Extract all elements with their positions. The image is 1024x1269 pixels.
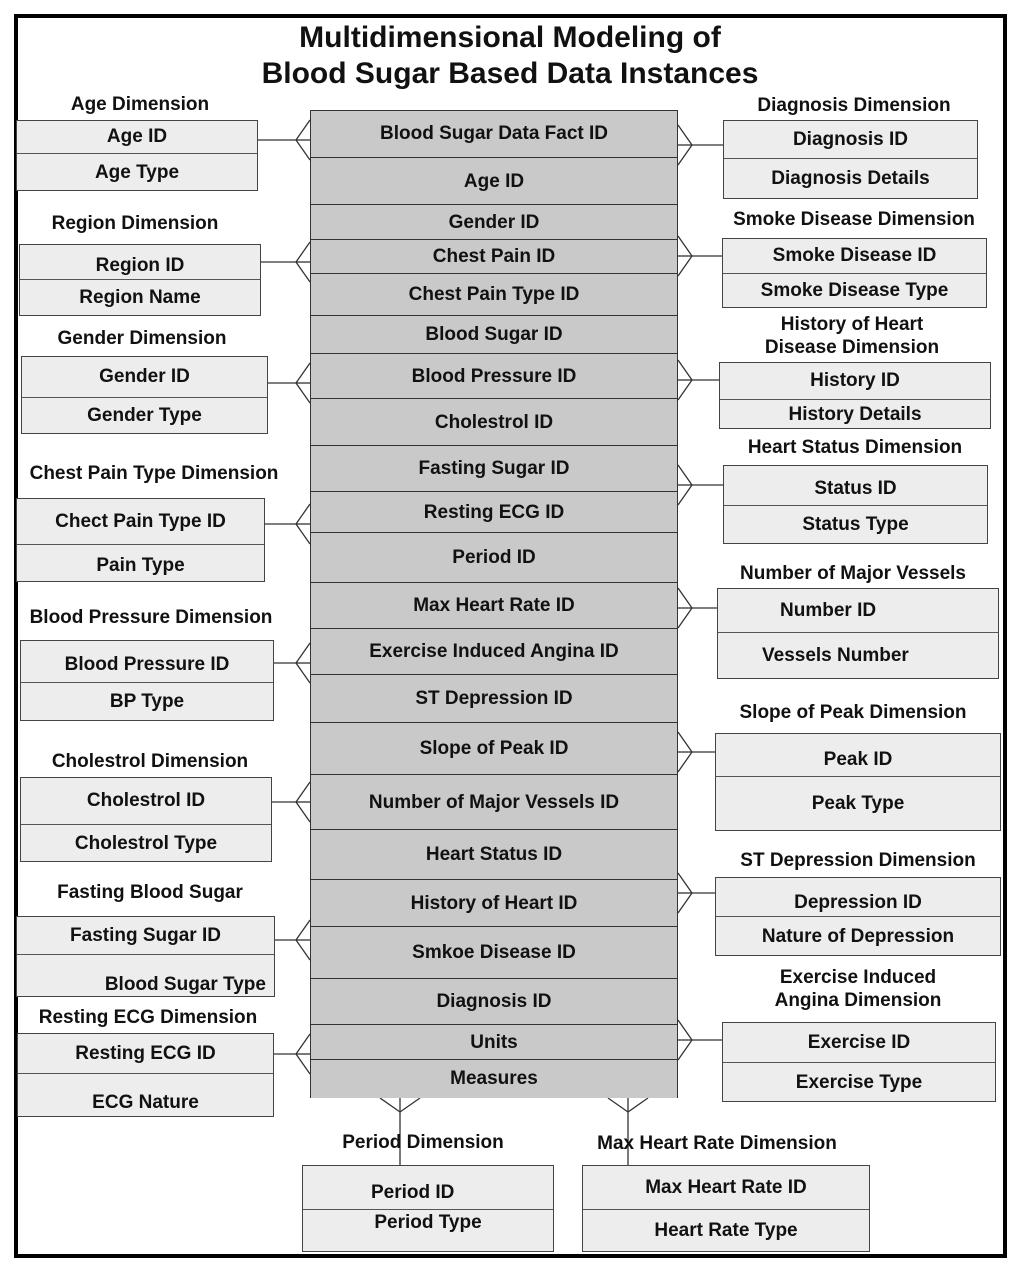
crows-foot-line [678,1020,692,1040]
dimension-row: Status Type [724,505,987,544]
dimension-row: Smoke Disease Type [723,273,986,308]
fact-row: ST Depression ID [311,674,677,723]
dimension-row: Status ID [814,477,897,499]
history-heart-disease-dimension-table [719,362,991,429]
crows-foot-line [678,873,692,893]
fact-row: Blood Sugar ID [311,315,677,354]
dimension-row: Fasting Sugar ID [70,924,221,946]
fact-row: Number of Major Vessels ID [311,774,677,830]
age-dimension-table [16,120,258,191]
history-heart-disease-dimension-label [722,313,982,359]
fact-row: Age ID [311,157,677,205]
resting-ecg-dimension-label: Resting ECG Dimension [38,1007,258,1028]
crows-foot-line [296,140,310,160]
fact-row: Resting ECG ID [311,491,677,533]
period-dimension-label: Period Dimension [342,1132,504,1153]
st-depression-dimension-label: ST Depression Dimension [740,850,976,871]
crows-foot-line [678,256,692,276]
crows-foot-line [296,262,310,282]
max-heart-rate-dimension-table [582,1165,870,1252]
gender-dimension-label: Gender Dimension [57,328,227,349]
crows-foot-line [678,145,692,165]
dimension-row: Diagnosis Details [724,158,977,199]
dimension-row: Max Heart Rate ID [645,1176,807,1198]
blood-pressure-dimension-table [20,640,274,721]
chest-pain-type-dimension-label: Chest Pain Type Dimension [29,463,279,484]
crows-foot-line [296,504,310,524]
dimension-row: Exercise ID [807,1031,911,1053]
dimension-row: Gender Type [22,397,267,434]
diagnosis-dimension-table [723,120,978,199]
dimension-row: Heart Rate Type [583,1209,869,1252]
title-line-1: Multidimensional Modeling of [299,21,721,54]
crows-foot-line [678,465,692,485]
exercise-angina-dimension-table [722,1022,996,1102]
dimension-row: Cholestrol ID [86,790,206,811]
dimension-row: Period Type [303,1209,553,1237]
crows-foot-line [678,236,692,256]
fact-row: Measures [311,1059,677,1098]
crows-foot-line [678,752,692,772]
major-vessels-dimension-label: Number of Major Vessels [740,563,966,584]
smoke-disease-dimension-label: Smoke Disease Dimension [733,209,975,230]
blood-pressure-dimension-label: Blood Pressure Dimension [29,607,273,628]
region-dimension-table [19,244,261,316]
crows-foot-line [678,732,692,752]
dimension-row: Peak Type [716,776,1000,831]
crows-foot-line [678,125,692,145]
crows-foot-line [380,1098,400,1112]
fact-row: Blood Pressure ID [311,353,677,399]
dimension-row: Blood Sugar Type [17,954,274,996]
dimension-row: Region ID [95,255,185,276]
dimension-row: Nature of Depression [716,916,1000,956]
dimension-row: Region Name [20,279,260,316]
title-line-2: Blood Sugar Based Data Instances [261,57,759,90]
dimension-row: Vessels Number [718,632,998,678]
heart-status-dimension-table [723,465,988,544]
major-vessels-dimension-table [717,588,999,679]
dimension-row: Peak ID [823,749,893,770]
crows-foot-line [296,802,310,822]
fact-row: Blood Sugar Data Fact ID [311,111,677,157]
cholestrol-dimension-table [20,777,272,862]
dimension-row: Number ID [780,599,877,621]
crows-foot-line [296,1054,310,1074]
crows-foot-line [296,663,310,683]
dimension-row: History ID [810,370,900,391]
dimension-row: Blood Pressure ID [64,653,230,675]
fact-row: Gender ID [311,204,677,240]
dimension-row: History Details [720,399,990,429]
label-line: Exercise Induced [779,967,937,988]
crows-foot-line [296,363,310,383]
slope-peak-dimension-label: Slope of Peak Dimension [739,702,967,723]
dimension-row: Pain Type [17,544,264,581]
crows-foot-line [608,1098,628,1112]
resting-ecg-dimension-table [17,1033,274,1117]
fact-row: Units [311,1024,677,1060]
crows-foot-line [296,920,310,940]
dimension-row: Depression ID [794,892,922,913]
dimension-row: Age Type [17,153,257,191]
crows-foot-line [678,360,692,380]
crows-foot-line [678,588,692,608]
fact-row: Smkoe Disease ID [311,926,677,979]
crows-foot-line [296,643,310,663]
dimension-row: Smoke Disease ID [772,245,937,266]
fasting-blood-sugar-table [16,916,275,997]
diagnosis-dimension-label: Diagnosis Dimension [757,95,951,116]
dimension-row: BP Type [21,682,273,721]
fact-row: History of Heart ID [311,879,677,927]
fact-row: Max Heart Rate ID [311,582,677,629]
dimension-row: ECG Nature [18,1073,273,1116]
crows-foot-line [296,383,310,403]
crows-foot-line [400,1098,420,1112]
crows-foot-line [296,242,310,262]
crows-foot-line [296,782,310,802]
fact-row: Chest Pain ID [311,239,677,274]
st-depression-dimension-table [715,877,1001,956]
gender-dimension-table [21,356,268,434]
exercise-angina-dimension-label [730,966,986,1012]
label-line: Disease Dimension [764,337,940,358]
period-dimension-table [302,1165,554,1252]
slope-peak-dimension-table [715,733,1001,831]
fact-row: Diagnosis ID [311,978,677,1025]
max-heart-rate-dimension-label: Max Heart Rate Dimension [597,1133,837,1154]
crows-foot-line [678,893,692,913]
crows-foot-line [296,120,310,140]
dimension-row: Period ID [371,1181,455,1203]
dimension-row: Diagnosis ID [792,128,909,150]
fact-row: Slope of Peak ID [311,722,677,775]
fact-row: Cholestrol ID [311,398,677,446]
dimension-row: Resting ECG ID [75,1042,216,1064]
fact-row: Fasting Sugar ID [311,445,677,492]
region-dimension-label: Region Dimension [51,213,219,234]
label-line: Angina Dimension [774,990,942,1011]
crows-foot-line [296,1034,310,1054]
dimension-row: Cholestrol Type [21,824,271,862]
fasting-blood-sugar-label: Fasting Blood Sugar [57,882,243,903]
crows-foot-line [296,524,310,544]
cholestrol-dimension-label: Cholestrol Dimension [51,751,249,772]
crows-foot-line [678,380,692,400]
age-dimension-label: Age Dimension [70,94,210,115]
smoke-disease-dimension-table [722,238,987,308]
label-line: History of Heart [780,314,924,335]
dimension-row: Gender ID [99,366,190,387]
dimension-row: Chect Pain Type ID [55,510,226,532]
dimension-row: Exercise Type [723,1062,995,1102]
fact-row: Heart Status ID [311,829,677,880]
crows-foot-line [678,1040,692,1060]
crows-foot-line [628,1098,648,1112]
heart-status-dimension-label: Heart Status Dimension [747,437,963,458]
crows-foot-line [678,608,692,628]
crows-foot-line [296,940,310,960]
crows-foot-line [678,485,692,505]
fact-table [310,110,678,1098]
dimension-row: Age ID [106,126,168,147]
fact-row: Period ID [311,532,677,583]
fact-row: Chest Pain Type ID [311,273,677,316]
chest-pain-type-dimension-table [16,498,265,582]
fact-row: Exercise Induced Angina ID [311,628,677,675]
